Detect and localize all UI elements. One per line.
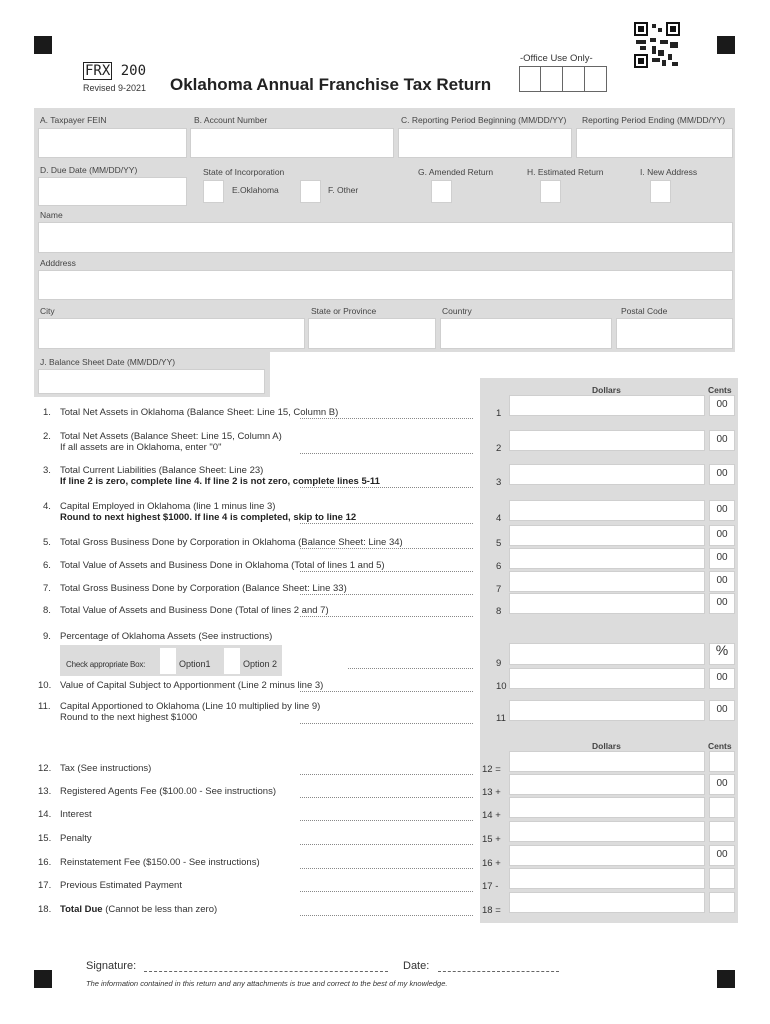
line-number: 13. (38, 786, 52, 797)
registration-mark (34, 970, 52, 988)
leader-dots (300, 453, 473, 454)
line-description: Penalty (60, 833, 92, 844)
line-description: Total Gross Business Done by Corporation in Oklahoma (Balance Sheet: Line 34) (60, 537, 403, 548)
address-label: Adddress (40, 258, 76, 268)
option1-label: Option1 (179, 659, 211, 669)
cents-value: 00 (716, 468, 728, 479)
leader-dots (300, 797, 473, 798)
leader-dots (300, 418, 473, 419)
line-number: 1. (43, 407, 51, 418)
dollars-input[interactable] (509, 395, 705, 416)
estimated-return-checkbox[interactable] (540, 180, 561, 203)
revised-date: Revised 9-2021 (83, 83, 147, 93)
registration-mark (34, 36, 52, 54)
name-label: Name (40, 210, 63, 220)
line-number: 4. (43, 501, 51, 512)
line-description-rest: (Cannot be less than zero) (102, 904, 218, 915)
dollars-input[interactable] (509, 571, 705, 592)
line-code: 1 (496, 408, 502, 419)
leader-dots (300, 915, 473, 916)
leader-dots (300, 571, 473, 572)
cents-value: % (715, 642, 729, 658)
amended-return-label: G. Amended Return (418, 167, 494, 177)
line-description: Interest (60, 809, 92, 820)
line-number: 9. (43, 631, 51, 642)
city-input[interactable] (38, 318, 305, 349)
signature-label: Signature: (86, 960, 137, 972)
postal-code-input[interactable] (616, 318, 733, 349)
leader-dots (300, 523, 473, 524)
line-code: 5 (496, 538, 502, 549)
line-number: 14. (38, 809, 52, 820)
line-description: Total Net Assets (Balance Sheet: Line 15, Column A) (60, 431, 282, 442)
dollars-input[interactable] (509, 774, 705, 795)
line-number: 16. (38, 857, 52, 868)
line-number: 8. (43, 605, 51, 616)
cents-input[interactable] (709, 751, 735, 772)
option2-checkbox[interactable] (224, 648, 240, 674)
line-code: 9 (496, 658, 502, 669)
amended-return-checkbox[interactable] (431, 180, 452, 203)
line-number: 2. (43, 431, 51, 442)
cents-value: 00 (716, 399, 728, 410)
line-code: 17 - (482, 881, 499, 892)
line-description: Tax (See instructions) (60, 763, 152, 774)
dollars-header: Dollars (592, 741, 621, 751)
page-title: Oklahoma Annual Franchise Tax Return (170, 75, 492, 94)
line-description-2: If line 2 is zero, complete line 4. If line 2 is not zero, complete lines 5-11 (60, 476, 380, 487)
line-description: Reinstatement Fee ($150.00 - See instructions) (60, 857, 260, 868)
dollars-input[interactable] (509, 643, 705, 665)
line-description: Previous Estimated Payment (60, 880, 182, 891)
line-number: 3. (43, 465, 51, 476)
line-code: 15 + (482, 834, 501, 845)
line-description (60, 904, 217, 915)
cents-value: 00 (716, 672, 728, 683)
line-code: 4 (496, 513, 502, 524)
cents-value: 00 (716, 597, 728, 608)
due-date-input[interactable] (38, 177, 187, 206)
line-code: 2 (496, 443, 502, 454)
leader-dots (348, 668, 473, 669)
line-code: 11 (496, 713, 506, 724)
line-description: Total Gross Business Done by Corporation (Balance Sheet: Line 33) (60, 583, 347, 594)
line-number: 11. (38, 701, 51, 712)
dollars-input[interactable] (509, 525, 705, 546)
line-code: 16 + (482, 858, 501, 869)
line-code: 7 (496, 584, 502, 595)
leader-dots (300, 891, 473, 892)
check-box-label: Check appropriate Box: (66, 660, 146, 669)
line-code: 12 = (482, 764, 501, 775)
office-use-label: -Office Use Only- (520, 53, 593, 64)
leader-dots (300, 723, 473, 724)
leader-dots (300, 594, 473, 595)
leader-dots (300, 868, 473, 869)
date-line[interactable] (438, 971, 559, 972)
office-use-boxes (519, 66, 607, 92)
line-code: 13 + (482, 787, 501, 798)
form-id: FRX (85, 63, 111, 79)
cents-value: 00 (716, 552, 728, 563)
cents-value: 00 (716, 778, 728, 789)
date-label: Date: (403, 960, 430, 972)
line-description: Total Net Assets in Oklahoma (Balance Sheet: Line 15, Column B) (60, 407, 339, 418)
leader-dots (300, 820, 473, 821)
cents-input[interactable] (709, 797, 735, 818)
dollars-input[interactable] (509, 548, 705, 569)
line-description: Capital Apportioned to Oklahoma (Line 10 multiplied by line 9) (60, 701, 321, 712)
city-label: City (40, 306, 55, 316)
line-number: 17. (38, 880, 52, 891)
address-input[interactable] (38, 270, 733, 300)
leader-dots (300, 548, 473, 549)
line-number: 6. (43, 560, 51, 571)
dollars-input[interactable] (509, 751, 705, 772)
line-description-2: If all assets are in Oklahoma, enter "0" (60, 442, 222, 453)
line-description: Total Current Liabilities (Balance Sheet: Line 23) (60, 465, 264, 476)
form-number: 200 (120, 63, 147, 79)
oklahoma-checkbox[interactable] (203, 180, 224, 203)
line-code: 3 (496, 477, 502, 488)
line-code: 14 + (482, 810, 501, 821)
leader-dots (300, 774, 473, 775)
cents-input[interactable] (709, 821, 735, 842)
postal-code-label: Postal Code (621, 306, 668, 316)
state-input[interactable] (308, 318, 436, 349)
signature-line[interactable] (144, 971, 388, 972)
option2-label: Option 2 (243, 659, 278, 669)
fein-label: A. Taxpayer FEIN (40, 115, 107, 125)
registration-mark (717, 36, 735, 54)
line-code: 8 (496, 606, 502, 617)
period-ending-label: Reporting Period Ending (MM/DD/YY) (582, 115, 726, 125)
dollars-input[interactable] (509, 845, 705, 866)
line-description: Total Value of Assets and Business Done (Total of lines 2 and 7) (60, 605, 329, 616)
cents-input[interactable] (709, 892, 735, 913)
line-description: Percentage of Oklahoma Assets (See instructions) (60, 631, 273, 642)
balance-sheet-date-input[interactable] (38, 369, 265, 394)
new-address-checkbox[interactable] (650, 180, 671, 203)
line-number: 15. (38, 833, 52, 844)
dollars-input[interactable] (509, 430, 705, 451)
line-description-2: Round to the next highest $1000 (60, 712, 198, 723)
new-address-label: I. New Address (640, 167, 698, 177)
leader-dots (300, 487, 473, 488)
leader-dots (300, 844, 473, 845)
account-number-label: B. Account Number (194, 115, 268, 125)
country-input[interactable] (440, 318, 612, 349)
line-description-2: Round to next highest $1000. If line 4 is completed, skip to line 12 (60, 512, 357, 523)
period-ending-input[interactable] (576, 128, 733, 158)
line-description: Capital Employed in Oklahoma (line 1 minus line 3) (60, 501, 276, 512)
dollars-input[interactable] (509, 464, 705, 485)
period-beginning-label: C. Reporting Period Beginning (MM/DD/YY) (401, 115, 567, 125)
dollars-input[interactable] (509, 797, 705, 818)
cents-input[interactable] (709, 868, 735, 889)
name-input[interactable] (38, 222, 733, 253)
line-number: 7. (43, 583, 51, 594)
dollars-header: Dollars (592, 385, 621, 395)
line-number: 12. (38, 763, 52, 774)
dollars-input[interactable] (509, 700, 705, 721)
balance-sheet-date-label: J. Balance Sheet Date (MM/DD/YY) (40, 357, 176, 367)
cents-header: Cents (708, 741, 732, 751)
fein-input[interactable] (38, 128, 187, 158)
line-description: Registered Agents Fee ($100.00 - See instructions) (60, 786, 276, 797)
other-state-checkbox[interactable] (300, 180, 321, 203)
qr-code-icon (634, 22, 680, 68)
line-description: Value of Capital Subject to Apportionment (Line 2 minus line 3) (60, 680, 324, 691)
dollars-input[interactable] (509, 868, 705, 889)
leader-dots (300, 691, 473, 692)
cents-value: 00 (716, 504, 728, 515)
other-state-label: F. Other (328, 185, 359, 195)
cents-value: 00 (716, 529, 728, 540)
leader-dots (300, 616, 473, 617)
cents-header: Cents (708, 385, 732, 395)
dollars-input[interactable] (509, 668, 705, 689)
period-beginning-input[interactable] (398, 128, 572, 158)
state-label: State or Province (311, 306, 377, 316)
line-code: 10 (496, 681, 507, 692)
line-number: 5. (43, 537, 51, 548)
country-label: Country (442, 306, 472, 316)
line-code: 6 (496, 561, 502, 572)
option1-checkbox[interactable] (160, 648, 176, 674)
cents-value: 00 (716, 704, 728, 715)
line-number: 18. (38, 904, 52, 915)
due-date-label: D. Due Date (MM/DD/YY) (40, 165, 138, 175)
state-incorporation-label: State of Incorporation (203, 167, 285, 177)
line-number: 10. (38, 680, 52, 691)
dollars-input[interactable] (509, 821, 705, 842)
cents-value: 00 (716, 434, 728, 445)
account-number-input[interactable] (190, 128, 394, 158)
cents-value: 00 (716, 575, 728, 586)
registration-mark (717, 970, 735, 988)
dollars-input[interactable] (509, 500, 705, 521)
line-code: 18 = (482, 905, 501, 916)
oklahoma-label: E.Oklahoma (232, 185, 279, 195)
certification-note: The information contained in this return and any attachments is true and correct to the best of my knowledge. (86, 979, 448, 988)
line-description-bold: Total Due (60, 904, 103, 915)
line-description: Total Value of Assets and Business Done in Oklahoma (Total of lines 1 and 5) (60, 560, 385, 571)
dollars-input[interactable] (509, 892, 705, 913)
estimated-return-label: H. Estimated Return (527, 167, 604, 177)
cents-value: 00 (716, 849, 728, 860)
dollars-input[interactable] (509, 593, 705, 614)
